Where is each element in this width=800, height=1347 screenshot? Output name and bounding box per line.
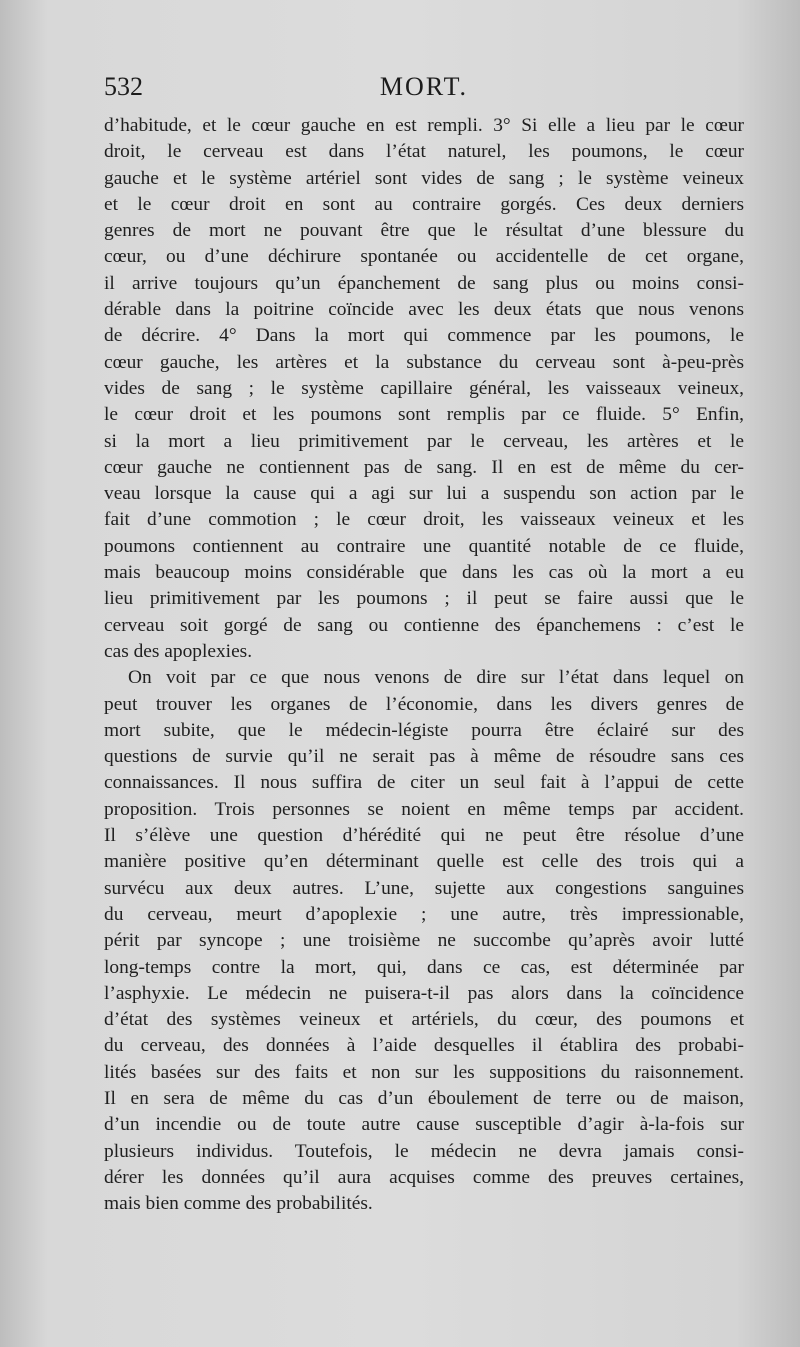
text-line: peut trouver les organes de l’économie, dans les divers genres de — [104, 693, 744, 715]
text-line: mais bien comme des probabilités. — [104, 1193, 373, 1215]
text-line: mais beaucoup moins considérable que dans les cas où la mort a eu — [104, 562, 744, 584]
text-line: plusieurs individus. Toutefois, le médecin ne devra jamais consi- — [104, 1140, 744, 1162]
text-line: survécu aux deux autres. L’une, sujette aux congestions sanguines — [104, 877, 744, 899]
paragraph — [104, 113, 744, 665]
text-line: du cerveau, meurt d’apoplexie ; une autre, très impressionable, — [104, 903, 744, 925]
text-line: si la mort a lieu primitivement par le cerveau, les artères et le — [104, 430, 744, 452]
text-line: il arrive toujours qu’un épanchement de sang plus ou moins consi- — [104, 272, 744, 294]
text-line: lités basées sur des faits et non sur les suppositions du raisonnement. — [104, 1061, 744, 1083]
text-line: mort subite, que le médecin-légiste pourra être éclairé sur des — [104, 719, 744, 741]
text-line: dérer les données qu’il aura acquises comme des preuves certaines, — [104, 1166, 744, 1188]
text-line: et le cœur droit en sont au contraire gorgés. Ces deux derniers — [104, 193, 744, 215]
text-line: connaissances. Il nous suffira de citer un seul fait à l’appui de cette — [104, 772, 744, 794]
text-line: veau lorsque la cause qui a agi sur lui a suspendu son action par le — [104, 483, 744, 505]
text-line: questions de survie qu’il ne serait pas à même de résoudre sans ces — [104, 746, 744, 768]
paragraph — [104, 665, 744, 1217]
text-line: cœur gauche, les artères et la substance du cerveau sont à-peu-près — [104, 351, 744, 373]
text-line: d’habitude, et le cœur gauche en est rempli. 3° Si elle a lieu par le cœur — [104, 115, 744, 136]
text-line: d’état des systèmes veineux et artériels, du cœur, des poumons et — [104, 1009, 744, 1031]
text-line: cœur, ou d’une déchirure spontanée ou accidentelle de cet organe, — [104, 246, 744, 268]
text-line: proposition. Trois personnes se noient en même temps par accident. — [104, 798, 744, 820]
text-line: lieu primitivement par les poumons ; il peut se faire aussi que le — [104, 588, 744, 610]
text-line: On voit par ce que nous venons de dire sur l’état dans lequel on — [128, 667, 744, 689]
text-line: de décrire. 4° Dans la mort qui commence par les poumons, le — [104, 325, 744, 347]
text-line: Il en sera de même du cas d’un éboulement de terre ou de maison, — [104, 1087, 744, 1109]
text-line: dérable dans la poitrine coïncide avec les deux états que nous venons — [104, 299, 744, 321]
text-line: périt par syncope ; une troisième ne succombe qu’après avoir lutté — [104, 930, 744, 952]
text-line: poumons contiennent au contraire une quantité notable de ce fluide, — [104, 535, 744, 557]
text-line: l’asphyxie. Le médecin ne puisera-t-il pas alors dans la coïncidence — [104, 982, 744, 1004]
text-line: long-temps contre la mort, qui, dans ce cas, est déterminée par — [104, 956, 744, 978]
text-line: vides de sang ; le système capillaire général, les vaisseaux veineux, — [104, 377, 744, 399]
text-line: fait d’une commotion ; le cœur droit, les vaisseaux veineux et les — [104, 509, 744, 531]
text-line: Il s’élève une question d’hérédité qui ne peut être résolue d’une — [104, 825, 744, 847]
text-line: cerveau soit gorgé de sang ou contienne des épanchemens : c’est le — [104, 614, 744, 636]
text-line: cas des apoplexies. — [104, 640, 253, 662]
text-line: droit, le cerveau est dans l’état naturel, les poumons, le cœur — [104, 141, 744, 163]
body-text — [104, 113, 744, 1217]
text-line: genres de mort ne pouvant être que le résultat d’une blessure du — [104, 220, 744, 242]
text-line: manière positive qu’en déterminant quelle est celle des trois qui a — [104, 851, 744, 873]
text-line: cœur gauche ne contiennent pas de sang. Il en est de même du cer- — [104, 456, 744, 478]
page-header — [104, 72, 744, 112]
text-line: gauche et le système artériel sont vides de sang ; le système veineux — [104, 167, 744, 189]
running-title: MORT. — [379, 72, 469, 101]
page-number: 532 — [104, 72, 143, 101]
text-line: le cœur droit et les poumons sont remplis par ce fluide. 5° Enfin, — [104, 404, 744, 426]
text-line: d’un incendie ou de toute autre cause susceptible d’agir à-la-fois sur — [104, 1114, 744, 1136]
text-line: du cerveau, des données à l’aide desquelles il établira des probabi- — [104, 1035, 744, 1057]
